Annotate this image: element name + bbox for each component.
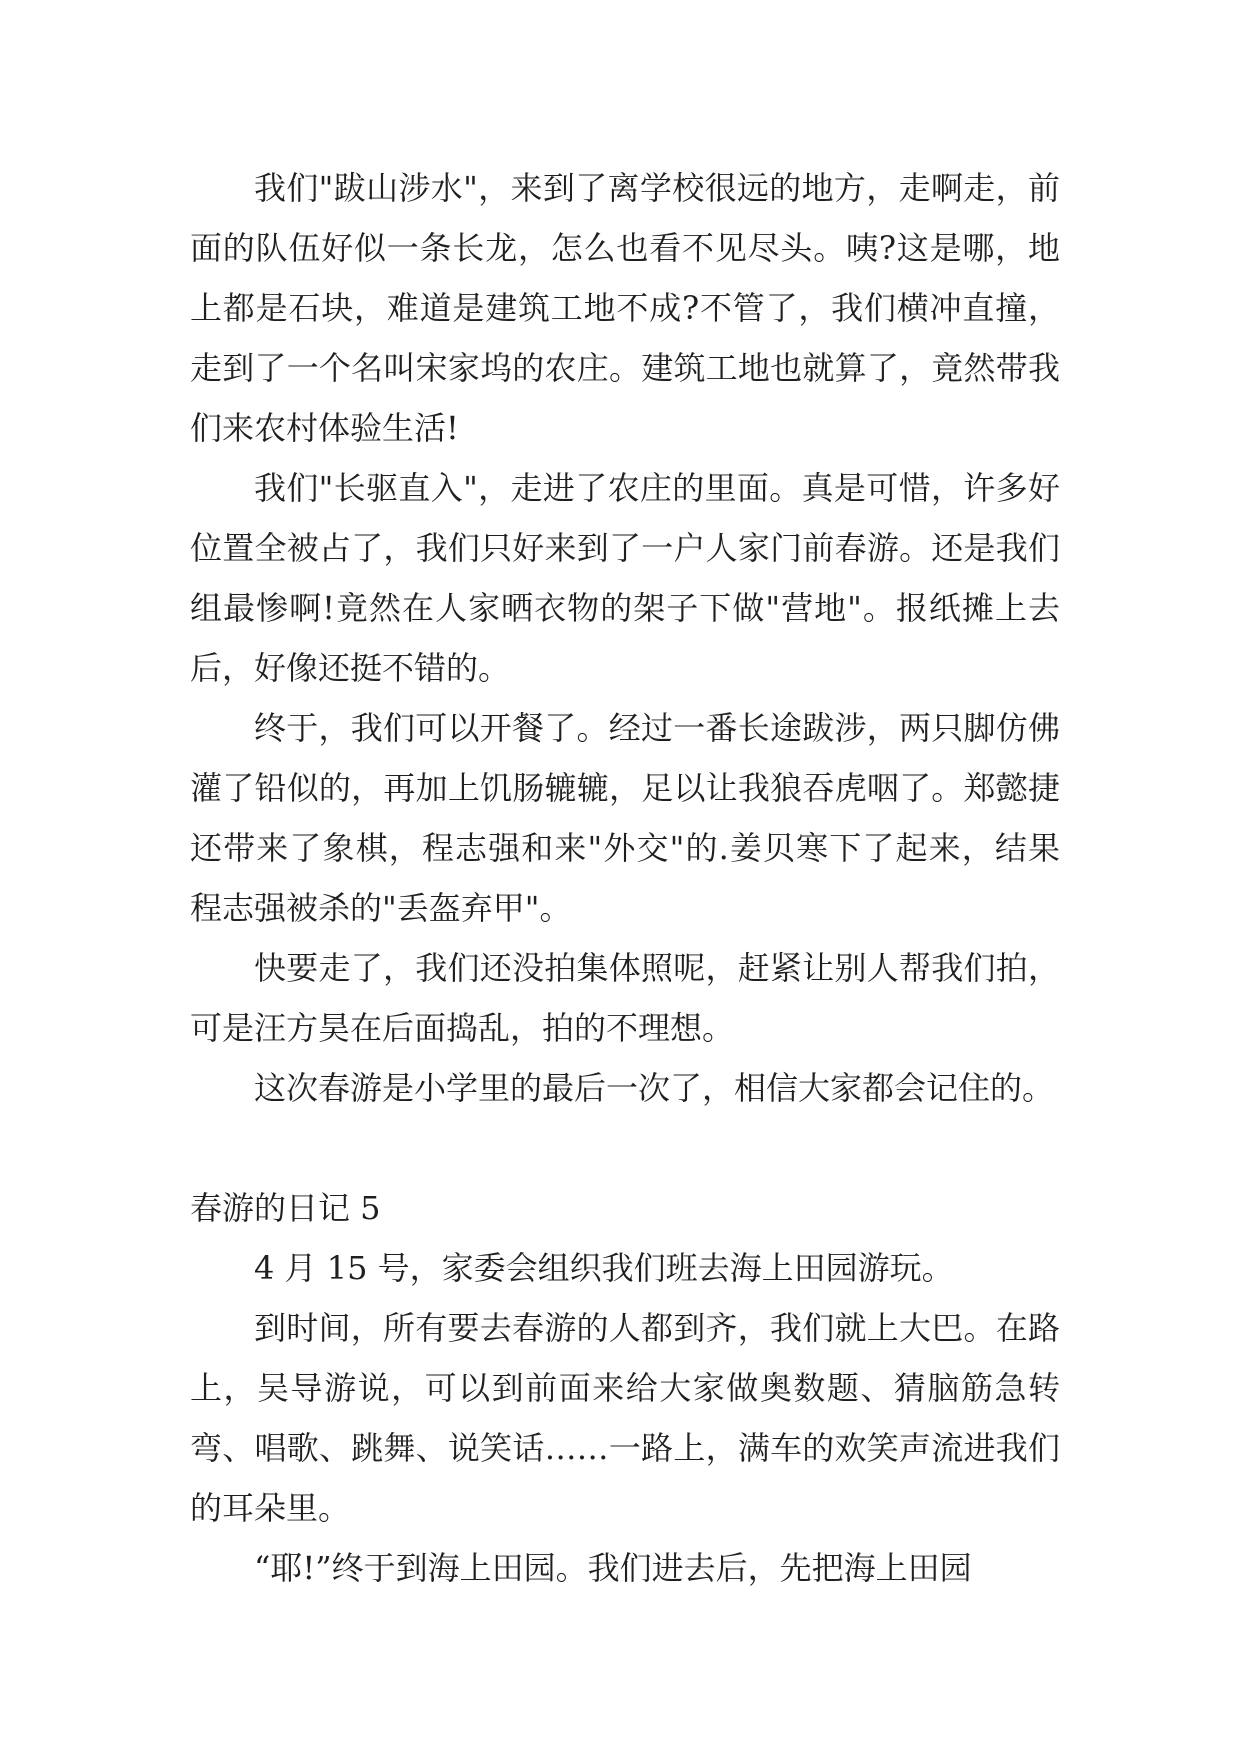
paragraph: 这次春游是小学里的最后一次了，相信大家都会记住的。 — [254, 1069, 1055, 1107]
paragraph: 我们"跋山涉水"，来到了离学校很远的地方，走啊走，前面的队伍好似一条长龙，怎么也看不见尽头。咦?这是哪，地上都是石块，难道是建筑工地不成?不管了，我们横冲直撞，走到了一个名叫宋家坞的农庄。建筑工地也就算了，竟然带我们来农村体验生活! — [190, 169, 1060, 447]
paragraph: “耶!”终于到海上田园。我们进去后，先把海上田园 — [254, 1549, 972, 1587]
paragraph: 到时间，所有要去春游的人都到齐，我们就上大巴。在路上，吴导游说，可以到前面来给大家做奥数题、猜脑筋急转弯、唱歌、跳舞、说笑话……一路上，满车的欢笑声流进我们的耳朵里。 — [190, 1309, 1060, 1527]
paragraph: 我们"长驱直入"，走进了农庄的里面。真是可惜，许多好位置全被占了，我们只好来到了一户人家门前春游。还是我们组最惨啊!竟然在人家晒衣物的架子下做"营地"。报纸摊上去后，好像还挺不错的。 — [190, 469, 1060, 687]
section-title: 春游的日记 5 — [190, 1189, 381, 1227]
paragraph: 快要走了，我们还没拍集体照呢，赶紧让别人帮我们拍，可是汪方昊在后面捣乱，拍的不理想。 — [190, 949, 1060, 1047]
paragraph: 4 月 15 号，家委会组织我们班去海上田园游玩。 — [254, 1249, 954, 1287]
document-body — [190, 158, 1060, 1598]
paragraph: 终于，我们可以开餐了。经过一番长途跋涉，两只脚仿佛灌了铅似的，再加上饥肠辘辘，足以让我狼吞虎咽了。郑懿捷还带来了象棋，程志强和来"外交"的.姜贝寒下了起来，结果程志强被杀的"丢盔弃甲"。 — [190, 709, 1060, 927]
